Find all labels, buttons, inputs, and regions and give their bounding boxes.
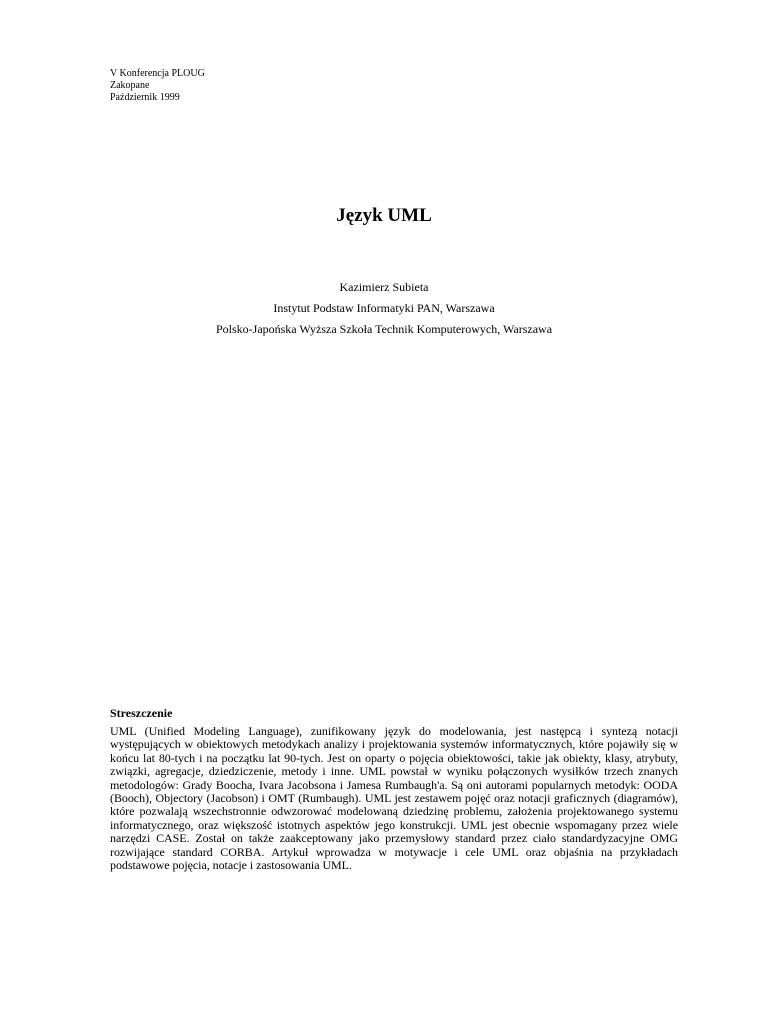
abstract-section [110,705,678,872]
conference-header [110,68,205,104]
author-affiliation-1: Instytut Podstaw Informatyki PAN, Warszawa [273,301,495,315]
document-title: Język UML [336,205,432,226]
abstract-heading: Streszczenie [110,706,173,720]
conference-name: V Konferencja PLOUG [110,68,205,79]
author-affiliation-2: Polsko-Japońska Wyższa Szkoła Technik Komputerowych, Warszawa [215,322,553,336]
abstract-body: UML (Unified Modeling Language), zunifikowany język do modelowania, jest następcą i syntezą notacji występujących w obiektowych metodykach analizy i projektowania systemów informatycznych, które pojawiły się w końcu lat 80-tych i na początku lat 90-tych. Jest on oparty o pojęcia obiektowości, takie jak obiekty, klasy, atrybuty, związki, agregacje, dziedziczenie, metody i inne. UML powstał w wyniku połączonych wysiłków trzech znanych metodologów: Grady Boocha, Ivara Jacobsona i Jamesa Rumbaugh'a. Są oni autorami popularnych metodyk: OODA (Booch), Objectory (Jacobson) i OMT (Rumbaugh). UML jest zestawem pojęć oraz notacji graficznych (diagramów), które pozwalają wszechstronnie odwzorować modelowaną dziedzinę problemu, założenia projektowanego systemu informatycznego, oraz większość istotnych aspektów jego konstrukcji. UML jest obecnie wspomagany przez wiele narzędzi CASE. Został on także zaakceptowany jako przemysłowy standard przez ciało standardyzacyjne OMG rozwijające standard CORBA. Artykuł wprowadza w motywacje i cele UML oraz objaśnia na przykładach podstawowe pojęcia, notacje i zastosowania UML. [110,724,678,873]
conference-location: Zakopane [110,80,150,91]
author-block [0,277,768,340]
author-name: Kazimierz Subieta [339,280,429,294]
conference-date: Październik 1999 [110,92,180,103]
